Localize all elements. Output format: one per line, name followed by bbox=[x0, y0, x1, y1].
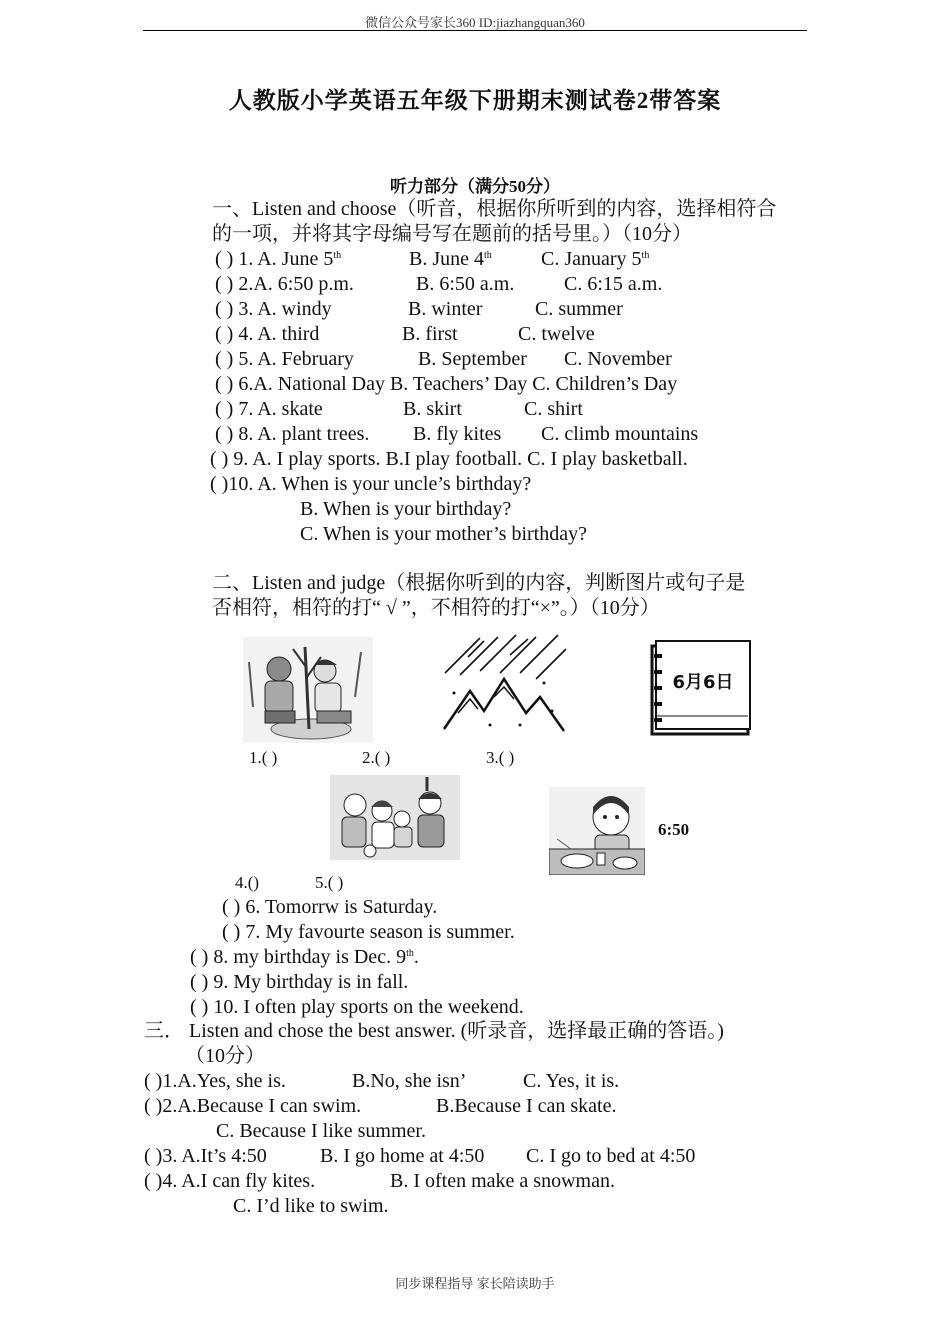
s3-q1-option-b: B.No, she isn’ bbox=[352, 1070, 467, 1092]
section1-heading-line2: 的一项，并将其字母编号写在题前的括号里。）（10分） bbox=[212, 223, 692, 245]
s1-q7-option-a: ( ) 7. A. skate bbox=[215, 398, 323, 420]
s2-q10: ( ) 10. I often play sports on the weekend. bbox=[190, 996, 524, 1018]
s1-q4-option-c: C. twelve bbox=[518, 323, 595, 345]
s1-q1-option-b: B. June 4th bbox=[409, 248, 492, 270]
section3-heading-line1: 三． Listen and chose the best answer. (听录音，选择最正确的答语。) bbox=[144, 1020, 724, 1042]
picture-4-label: 4.() bbox=[235, 873, 260, 892]
s1-q1-option-c: C. January 5th bbox=[541, 248, 650, 270]
s3-q1-option-a: ( )1.A.Yes, she is. bbox=[144, 1070, 286, 1092]
s1-q3-option-b: B. winter bbox=[408, 298, 483, 320]
s3-q4-option-a: ( )4. A.I can fly kites. bbox=[144, 1170, 316, 1192]
picture-1-label: 1.( ) bbox=[249, 748, 278, 767]
picture-5-label: 5.( ) bbox=[315, 873, 344, 892]
s3-q1-option-c: C. Yes, it is. bbox=[523, 1070, 620, 1092]
s1-q10-option-c: C. When is your mother’s birthday? bbox=[300, 523, 587, 545]
calendar-picture bbox=[648, 636, 752, 740]
listening-subtitle: 听力部分（满分50分） bbox=[390, 177, 560, 196]
s1-q7-option-b: B. skirt bbox=[403, 398, 462, 420]
s3-q4-option-b: B. I often make a snowman. bbox=[390, 1170, 615, 1192]
page-header: 微信公众号家长360 ID:jiazhangquan360 bbox=[365, 15, 585, 30]
s1-q10-option-a: ( )10. A. When is your uncle’s birthday? bbox=[210, 473, 532, 495]
picture-3-label: 3.( ) bbox=[486, 748, 515, 767]
s2-q9: ( ) 9. My birthday is in fall. bbox=[190, 971, 409, 993]
s1-q7-option-c: C. shirt bbox=[524, 398, 583, 420]
clock-time-label: 6:50 bbox=[658, 820, 690, 839]
s3-q3-option-a: ( )3. A.It’s 4:50 bbox=[144, 1145, 267, 1167]
page-footer: 同步课程指导 家长陪读助手 bbox=[395, 1276, 555, 1291]
s1-q8-option-b: B. fly kites bbox=[413, 423, 502, 445]
s1-q5-option-a: ( ) 5. A. February bbox=[215, 348, 354, 370]
tree-planting-picture bbox=[243, 637, 373, 743]
s1-q8-option-c: C. climb mountains bbox=[541, 423, 699, 445]
s3-q2-option-a: ( )2.A.Because I can swim. bbox=[144, 1095, 362, 1117]
s3-q3-option-c: C. I go to bed at 4:50 bbox=[526, 1145, 696, 1167]
s3-q2-option-c: C. Because I like summer. bbox=[216, 1120, 426, 1142]
s2-q8: ( ) 8. my birthday is Dec. 9th. bbox=[190, 946, 419, 968]
s1-q6: ( ) 6.A. National Day B. Teachers’ Day C. Children’s Day bbox=[215, 373, 678, 395]
s3-q2-option-b: B.Because I can skate. bbox=[436, 1095, 617, 1117]
s2-q6: ( ) 6. Tomorrw is Saturday. bbox=[222, 896, 438, 918]
section3-heading-line2: （10分） bbox=[185, 1045, 265, 1067]
section2-heading-line2: 否相符，相符的打“ √ ”，不相符的打“×”。）（10分） bbox=[212, 597, 660, 619]
s1-q3-option-c: C. summer bbox=[535, 298, 623, 320]
s1-q10-option-b: B. When is your birthday? bbox=[300, 498, 512, 520]
s1-q9: ( ) 9. A. I play sports. B.I play football. C. I play basketball. bbox=[210, 448, 688, 470]
calendar-date-text: 6月6日 bbox=[672, 672, 734, 693]
s1-q5-option-b: B. September bbox=[418, 348, 527, 370]
breakfast-picture bbox=[549, 787, 645, 875]
s3-q3-option-b: B. I go home at 4:50 bbox=[320, 1145, 485, 1167]
s1-q4-option-a: ( ) 4. A. third bbox=[215, 323, 320, 345]
s1-q8-option-a: ( ) 8. A. plant trees. bbox=[215, 423, 370, 445]
header-rule bbox=[143, 30, 807, 31]
s3-q4-option-c: C. I’d like to swim. bbox=[233, 1195, 389, 1217]
s1-q5-option-c: C. November bbox=[564, 348, 672, 370]
s1-q2-option-b: B. 6:50 a.m. bbox=[416, 273, 515, 295]
windy-mountains-picture bbox=[440, 633, 568, 737]
s1-q4-option-b: B. first bbox=[402, 323, 458, 345]
s1-q1-option-a: ( ) 1. A. June 5th bbox=[215, 248, 342, 270]
section1-heading-line1: 一、Listen and choose（听音，根据你所听到的内容，选择相符合 bbox=[212, 198, 777, 220]
s1-q3-option-a: ( ) 3. A. windy bbox=[215, 298, 332, 320]
s1-q2-option-c: C. 6:15 a.m. bbox=[564, 273, 663, 295]
s2-q7: ( ) 7. My favourte season is summer. bbox=[222, 921, 515, 943]
page-title: 人教版小学英语五年级下册期末测试卷2带答案 bbox=[228, 88, 722, 113]
s1-q2-option-a: ( ) 2.A. 6:50 p.m. bbox=[215, 273, 354, 295]
family-picture bbox=[330, 775, 460, 860]
section2-heading-line1: 二、Listen and judge（根据你听到的内容，判断图片或句子是 bbox=[212, 572, 746, 594]
picture-2-label: 2.( ) bbox=[362, 748, 391, 767]
